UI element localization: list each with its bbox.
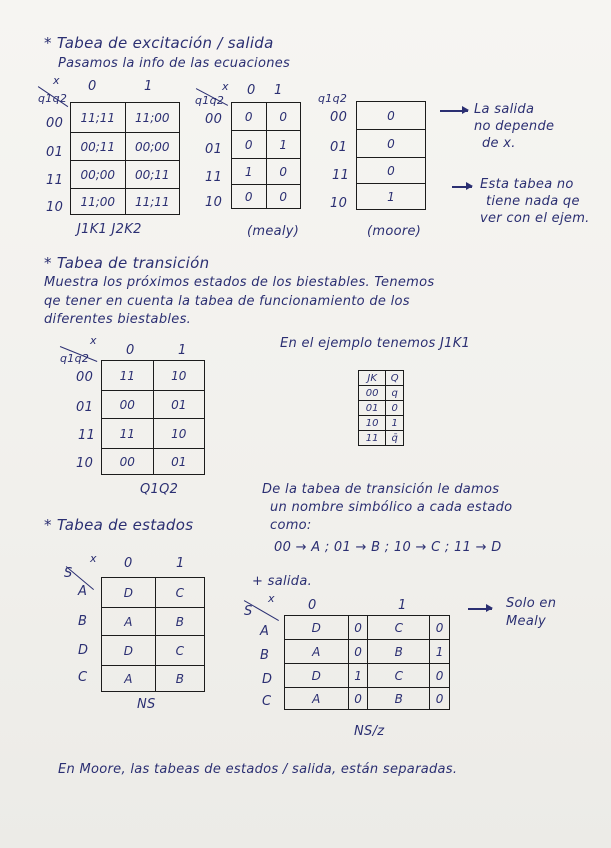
states-title: * Tabea de estados [44,516,194,534]
table-cell: 0 [386,401,404,416]
transition-para: diferentes biestables. [44,312,192,327]
row-label: D [262,672,273,687]
row-label: 10 [46,200,64,215]
moore-table [356,101,426,210]
table-cell: 00 [102,391,154,419]
states-caption: NS [137,697,156,712]
output-caption: NS/z [354,724,385,739]
arrow-icon [452,186,472,188]
row-label: 10 [76,456,94,471]
example-text: En el ejemplo tenemos J1K1 [280,336,471,351]
states-table [101,577,205,692]
col-label: 1 [178,343,187,358]
corner-s: S [64,566,73,581]
table-cell: D [285,664,349,688]
table-cell: A [102,666,156,692]
table-cell: 00;00 [71,161,126,189]
table-cell: 0 [348,688,368,710]
table-cell: 0 [430,616,450,640]
output-table [284,615,450,710]
note-text: La salida [474,102,535,117]
table-cell: 0 [232,103,267,131]
table-cell: 00 [359,386,386,401]
corner-q: q1q2 [318,92,348,105]
table-cell: 10 [359,416,386,431]
col-label: 0 [308,598,317,613]
table-cell: 00 [102,449,154,475]
table-cell: 0 [348,640,368,664]
row-label: 00 [205,112,223,127]
row-label: 11 [46,173,64,188]
excitation-subtitle: Pasamos la info de las ecuaciones [58,56,291,71]
table-cell: 0 [266,103,301,131]
table-header: Q [386,371,404,386]
col-label: 1 [274,83,283,98]
table-cell: B [155,608,204,636]
transition-para: qe tener en cuenta la tabea de funcionamiento de los [44,294,410,309]
table-cell: 11 [359,431,386,446]
note-text: de x. [482,136,516,151]
table-cell: 1 [348,664,368,688]
table-cell: 0 [357,130,426,158]
col-label: 0 [126,343,135,358]
excitation-caption: J1K1 J2K2 [77,222,142,237]
table-cell: 0 [430,688,450,710]
table-cell: 01 [359,401,386,416]
note-text: Esta tabea no [480,177,574,192]
table-cell: 11;00 [71,189,126,215]
excitation-title: * Tabea de excitación / salida [44,34,274,52]
note-text: Mealy [506,614,546,629]
table-cell: 1 [232,159,267,185]
row-label: 11 [205,170,223,185]
table-cell: 11 [102,361,154,391]
table-cell: 00;00 [125,133,180,161]
table-cell: C [155,578,204,608]
table-cell: 01 [153,449,205,475]
row-label: 01 [76,400,94,415]
table-cell: A [285,640,349,664]
row-label: 01 [205,142,223,157]
table-cell: 11;11 [71,103,126,133]
table-cell: q [386,386,404,401]
table-cell: 0 [232,185,267,209]
table-cell: 0 [357,158,426,184]
row-label: B [78,614,88,629]
moore-caption: (moore) [367,224,422,239]
transition-caption: Q1Q2 [140,482,179,497]
plus-output-label: + salida. [252,574,313,589]
table-cell: B [368,640,430,664]
table-cell: C [155,636,204,666]
table-cell: C [368,664,430,688]
table-cell: 0 [430,664,450,688]
row-label: 11 [332,168,350,183]
row-label: A [78,584,88,599]
note-text: ver con el ejem. [480,211,590,226]
table-cell: B [368,688,430,710]
table-header: JK [359,371,386,386]
table-cell: 0 [348,616,368,640]
footer-note: En Moore, las tabeas de estados / salida, están separadas. [58,762,458,777]
table-cell: 11 [102,419,154,449]
row-label: A [260,624,270,639]
arrow-icon [468,608,492,610]
note-text: Solo en [506,596,557,611]
table-cell: A [102,608,156,636]
row-label: 10 [205,195,223,210]
state-mapping: 00 → A ; 01 → B ; 10 → C ; 11 → D [274,540,502,555]
note-text: no depende [474,119,555,134]
transition-para: Muestra los próximos estados de los biestables. Tenemos [44,275,435,290]
table-cell: A [285,688,349,710]
table-cell: 11;00 [125,103,180,133]
row-label: 11 [78,428,96,443]
corner-x: x [90,334,97,347]
corner-s: S [244,604,253,619]
corner-q: q1q2 [38,92,68,105]
row-label: 01 [46,145,64,160]
states-para: un nombre simbólico a cada estado [270,500,513,515]
row-label: 00 [46,116,64,131]
table-cell: 0 [266,185,301,209]
table-cell: 00;11 [125,161,180,189]
table-cell: 1 [266,131,301,159]
table-cell: B [155,666,204,692]
col-label: 1 [398,598,407,613]
col-label: 0 [88,79,97,94]
col-label: 0 [247,83,256,98]
table-cell: 0 [232,131,267,159]
table-cell: q̄ [386,431,404,446]
table-cell: 01 [153,391,205,419]
table-cell: D [285,616,349,640]
table-cell: 0 [266,159,301,185]
corner-x: x [222,80,229,93]
row-label: 00 [330,110,348,125]
row-label: 01 [330,140,348,155]
transition-table [101,360,205,475]
table-cell: 10 [153,419,205,449]
mealy-table [231,102,301,209]
row-label: D [78,643,89,658]
row-label: 10 [330,196,348,211]
row-label: C [262,694,272,709]
excitation-table [70,102,180,215]
col-label: 0 [124,556,133,571]
table-cell: 1 [357,184,426,210]
corner-x: x [268,592,275,605]
states-para: De la tabea de transición le damos [262,482,500,497]
table-cell: 10 [153,361,205,391]
col-label: 1 [144,79,153,94]
jk-table [358,370,404,446]
corner-x: x [53,74,60,87]
row-label: 00 [76,370,94,385]
mealy-caption: (mealy) [247,224,300,239]
table-cell: C [368,616,430,640]
table-cell: 1 [430,640,450,664]
corner-q: q1q2 [60,352,90,365]
states-para: como: [270,518,312,533]
corner-x: x [90,552,97,565]
table-cell: 11;11 [125,189,180,215]
col-label: 1 [176,556,185,571]
arrow-icon [440,110,468,112]
table-cell: 00;11 [71,133,126,161]
table-cell: D [102,636,156,666]
row-label: B [260,648,270,663]
note-text: tiene nada qe [486,194,580,209]
table-cell: 0 [357,102,426,130]
table-cell: D [102,578,156,608]
corner-q: q1q2 [195,94,225,107]
row-label: C [78,670,88,685]
transition-title: * Tabea de transición [44,254,210,272]
table-cell: 1 [386,416,404,431]
